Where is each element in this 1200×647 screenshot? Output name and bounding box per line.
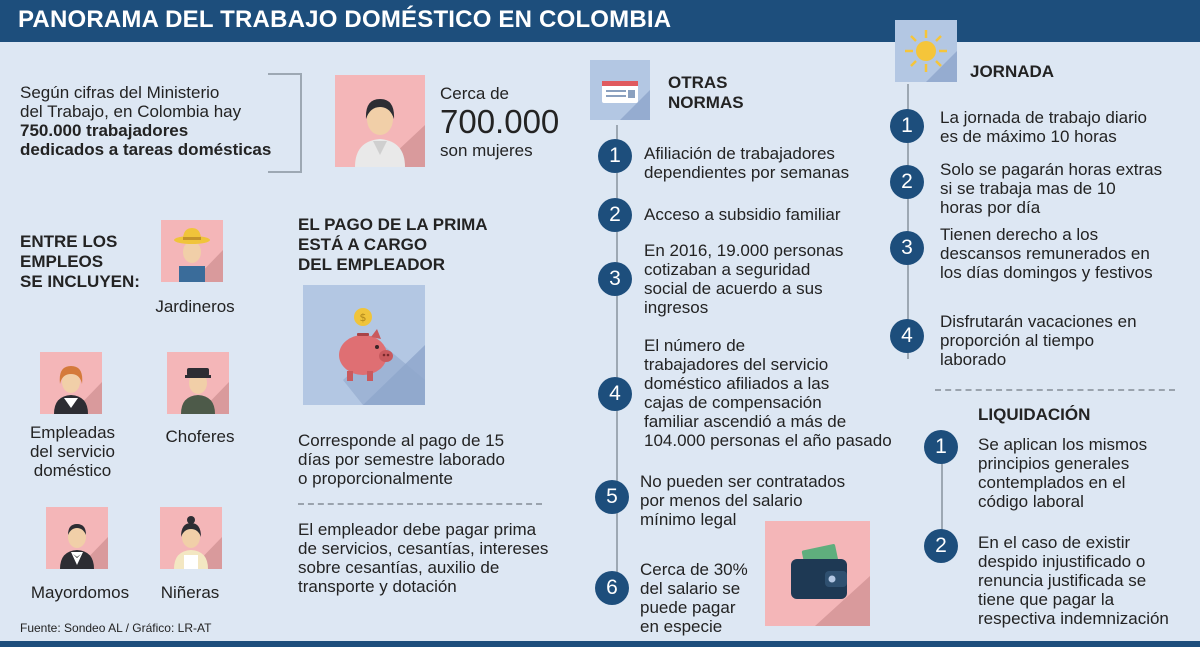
- jornada-item-1: [940, 108, 1190, 146]
- label-line: del servicio: [29, 442, 116, 461]
- item-line: Se aplican los mismos: [978, 435, 1148, 454]
- prima-text-line: El empleador debe pagar prima: [298, 520, 537, 539]
- employments-heading-line: EMPLEOS: [20, 252, 104, 271]
- item-line: El número de: [644, 336, 746, 355]
- jornada-item-4: [940, 312, 1190, 369]
- jornada-item-2: [940, 160, 1190, 217]
- item-line: dependientes por semanas: [644, 163, 850, 182]
- jornada-number-1: 1: [890, 109, 924, 143]
- otras-number-5: 5: [595, 480, 629, 514]
- employments-heading-line: ENTRE LOS: [20, 232, 118, 251]
- item-line: puede pagar: [640, 598, 736, 617]
- jornada-heading: JORNADA: [970, 62, 1055, 81]
- item-line: Cerca de 30%: [640, 560, 748, 579]
- source-credit: Fuente: Sondeo AL / Gráfico: LR-AT: [20, 621, 212, 635]
- id-card-icon: [590, 60, 650, 120]
- prima-heading-line: EL PAGO DE LA PRIMA: [298, 215, 488, 234]
- label-line: doméstico: [33, 461, 112, 480]
- butler-icon: [46, 507, 108, 569]
- otras-normas-timeline: [616, 125, 618, 603]
- piggy-bank-icon: [303, 285, 425, 405]
- item-line: en especie: [640, 617, 723, 636]
- otras-number-1: 1: [598, 139, 632, 173]
- liquidacion-item-2: [978, 533, 1198, 628]
- label-mayordomos: Mayordomos: [30, 583, 130, 602]
- item-line: social de acuerdo a sus: [644, 279, 823, 298]
- otras-number-4: 4: [598, 377, 632, 411]
- item-line: laborado: [940, 350, 1007, 369]
- item-line: cajas de compensación: [644, 393, 822, 412]
- item-line: Afiliación de trabajadores: [644, 144, 835, 163]
- liquidacion-number-1: 1: [924, 430, 958, 464]
- jornada-number-2: 2: [890, 165, 924, 199]
- item-line: descansos remunerados en: [940, 244, 1150, 263]
- item-line: tiene que pagar la: [978, 590, 1115, 609]
- prima-heading-line: ESTÁ A CARGO: [298, 235, 428, 254]
- nanny-icon: [160, 507, 222, 569]
- woman-icon: [335, 75, 425, 167]
- item-line: los días domingos y festivos: [940, 263, 1153, 282]
- otras-item-4: [644, 336, 894, 450]
- sun-icon: [895, 20, 957, 82]
- jornada-number-3: 3: [890, 231, 924, 265]
- otras-item-2: [644, 205, 874, 224]
- prima-text-line: días por semestre laborado: [298, 450, 505, 469]
- item-line: No pueden ser contratados: [640, 472, 846, 491]
- women-stat: [440, 84, 560, 160]
- otras-item-3: [644, 241, 874, 317]
- item-line: proporción al tiempo: [940, 331, 1095, 350]
- liquidacion-number-2: 2: [924, 529, 958, 563]
- prima-text-line: o proporcionalmente: [298, 469, 453, 488]
- jornada-item-3: [940, 225, 1195, 282]
- item-line: En el caso de existir: [978, 533, 1131, 552]
- otras-normas-heading-line: OTRAS: [668, 73, 728, 92]
- intro-line: del Trabajo, en Colombia hay: [20, 102, 242, 121]
- item-line: familiar ascendió a más de: [644, 412, 847, 431]
- item-line: código laboral: [978, 492, 1084, 511]
- label-jardineros: Jardineros: [155, 297, 235, 316]
- item-line: 104.000 personas el año pasado: [644, 431, 892, 450]
- intro-line: dedicados a tareas domésticas: [20, 140, 272, 159]
- item-line: es de máximo 10 horas: [940, 127, 1117, 146]
- employments-heading: [20, 232, 160, 292]
- label-line: Empleadas: [29, 423, 116, 442]
- item-line: despido injustificado o: [978, 552, 1146, 571]
- item-line: del salario se: [640, 579, 741, 598]
- jornada-number-4: 4: [890, 319, 924, 353]
- prima-text1: [298, 431, 548, 488]
- prima-divider: [298, 503, 542, 505]
- otras-item-6: [640, 560, 770, 636]
- prima-heading: [298, 215, 518, 275]
- item-line: cotizaban a seguridad: [644, 260, 811, 279]
- item-line: Disfrutarán vacaciones en: [940, 312, 1137, 331]
- item-line: horas por día: [940, 198, 1041, 217]
- otras-number-3: 3: [598, 262, 632, 296]
- item-line: renuncia justificada se: [978, 571, 1147, 590]
- women-number: 700.000: [440, 103, 560, 140]
- footer-bar: [0, 641, 1200, 647]
- label-empleadas: [10, 423, 135, 480]
- label-choferes: Choferes: [165, 427, 235, 446]
- otras-normas-heading: [668, 73, 788, 113]
- otras-item-1: [644, 144, 874, 182]
- liquidacion-heading: LIQUIDACIÓN: [978, 405, 1091, 424]
- housekeeper-icon: [40, 352, 102, 414]
- intro-bracket: [268, 73, 302, 173]
- item-line: Solo se pagarán horas extras: [940, 160, 1163, 179]
- page-title: PANORAMA DEL TRABAJO DOMÉSTICO EN COLOMBIA: [18, 6, 672, 33]
- item-line: respectiva indemnización: [978, 609, 1169, 628]
- employments-heading-line: SE INCLUYEN:: [20, 272, 140, 291]
- intro-text: [20, 83, 290, 159]
- svg-text:$: $: [359, 311, 367, 324]
- driver-icon: [167, 352, 229, 414]
- gardener-icon: [161, 220, 223, 282]
- item-line: por menos del salario: [640, 491, 803, 510]
- intro-line: 750.000 trabajadores: [20, 121, 189, 140]
- label-nineras: Niñeras: [160, 583, 220, 602]
- item-line: En 2016, 19.000 personas: [644, 241, 844, 260]
- item-line: Tienen derecho a los: [940, 225, 1099, 244]
- prima-text-line: de servicios, cesantías, intereses: [298, 539, 549, 558]
- prima-text-line: Corresponde al pago de 15: [298, 431, 505, 450]
- item-line: contemplados en el: [978, 473, 1126, 492]
- women-post: son mujeres: [440, 141, 533, 160]
- intro-line: Según cifras del Ministerio: [20, 83, 220, 102]
- item-line: La jornada de trabajo diario: [940, 108, 1147, 127]
- item-line: trabajadores del servicio: [644, 355, 829, 374]
- item-line: Acceso a subsidio familiar: [644, 205, 841, 224]
- otras-number-6: 6: [595, 571, 629, 605]
- jornada-divider: [935, 389, 1175, 391]
- item-line: doméstico afiliados a las: [644, 374, 830, 393]
- prima-heading-line: DEL EMPLEADOR: [298, 255, 446, 274]
- item-line: ingresos: [644, 298, 709, 317]
- item-line: mínimo legal: [640, 510, 737, 529]
- prima-text-line: transporte y dotación: [298, 577, 457, 596]
- item-line: si se trabaja mas de 10: [940, 179, 1116, 198]
- otras-normas-heading-line: NORMAS: [668, 93, 744, 112]
- women-pre: Cerca de: [440, 84, 509, 103]
- prima-text2: [298, 520, 568, 596]
- otras-number-2: 2: [598, 198, 632, 232]
- liquidacion-item-1: [978, 435, 1188, 511]
- wallet-icon: [765, 521, 870, 626]
- prima-text-line: sobre cesantías, auxilio de: [298, 558, 500, 577]
- item-line: principios generales: [978, 454, 1130, 473]
